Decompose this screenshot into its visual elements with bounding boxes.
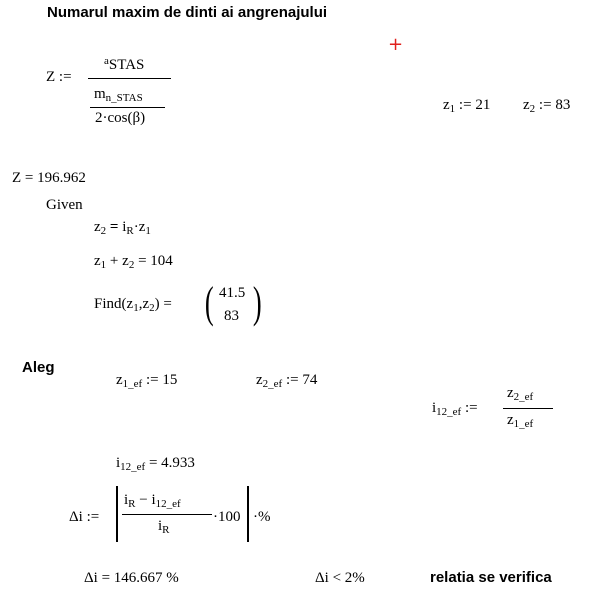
cos-expression: 2·cos(β) (95, 110, 146, 126)
i12-fraction-bar (503, 408, 553, 409)
i12-ef-denominator: $z_{1\_ef}$ (507, 412, 534, 430)
delta-numerator: $i_R - i_{12\_ef}$ (124, 492, 181, 510)
delta-condition[interactable]: Δi < 2% (315, 570, 365, 586)
z1-definition[interactable]: $z_1$ := 21 (443, 97, 491, 115)
delta-percent: ·% (253, 509, 271, 525)
constraint-z2-eq[interactable]: $z_2 = i_R\cdot z_1$ (94, 219, 151, 237)
abs-bar-right (247, 486, 249, 542)
find-call: $Find(z_1,z_2)$ = (94, 296, 172, 314)
main-fraction-bar (88, 78, 171, 79)
z1-ef-definition[interactable]: $z_{1\_ef}$ := 15 (116, 372, 178, 390)
i12-ef-lhs: $i_{12\_ef}$ := (432, 400, 478, 418)
aleg-label: Aleg (22, 359, 55, 376)
given-keyword[interactable]: Given (46, 197, 83, 213)
find-value-2: 83 (224, 308, 239, 324)
abs-bar-left (116, 486, 118, 542)
crosshair-cursor-icon: + (388, 34, 404, 55)
z2-definition[interactable]: $z_2$ := 83 (523, 97, 571, 115)
z-result[interactable]: Z = 196.962 (12, 170, 86, 186)
z-lhs: Z := (46, 69, 72, 85)
delta-fraction-bar (122, 514, 212, 515)
delta-result[interactable]: Δi = 146.667 % (84, 570, 179, 586)
delta-denominator: $i_R$ (158, 518, 170, 536)
left-paren: ( (204, 278, 214, 327)
m-n-stas: $m_{n\_STAS}$ (94, 86, 143, 104)
find-value-1: 41.5 (219, 285, 246, 301)
delta-lhs: Δi := (69, 509, 100, 525)
delta-multiplier: ·100 (213, 509, 241, 525)
z2-ef-definition[interactable]: $z_{2\_ef}$ := 74 (256, 372, 318, 390)
constraint-sum[interactable]: $z_1 + z_2 = 104$ (94, 253, 173, 271)
conclusion-text: relatia se verifica (430, 569, 552, 586)
a-stas: $^a$STAS (104, 55, 145, 73)
inner-fraction-bar (90, 107, 165, 108)
right-paren: ) (252, 278, 262, 327)
i12-ef-numerator: $z_{2\_ef}$ (507, 385, 534, 403)
page-title: Numarul maxim de dinti ai angrenajului (47, 4, 328, 21)
i12-ef-result[interactable]: $i_{12\_ef} = 4.933$ (116, 455, 195, 473)
